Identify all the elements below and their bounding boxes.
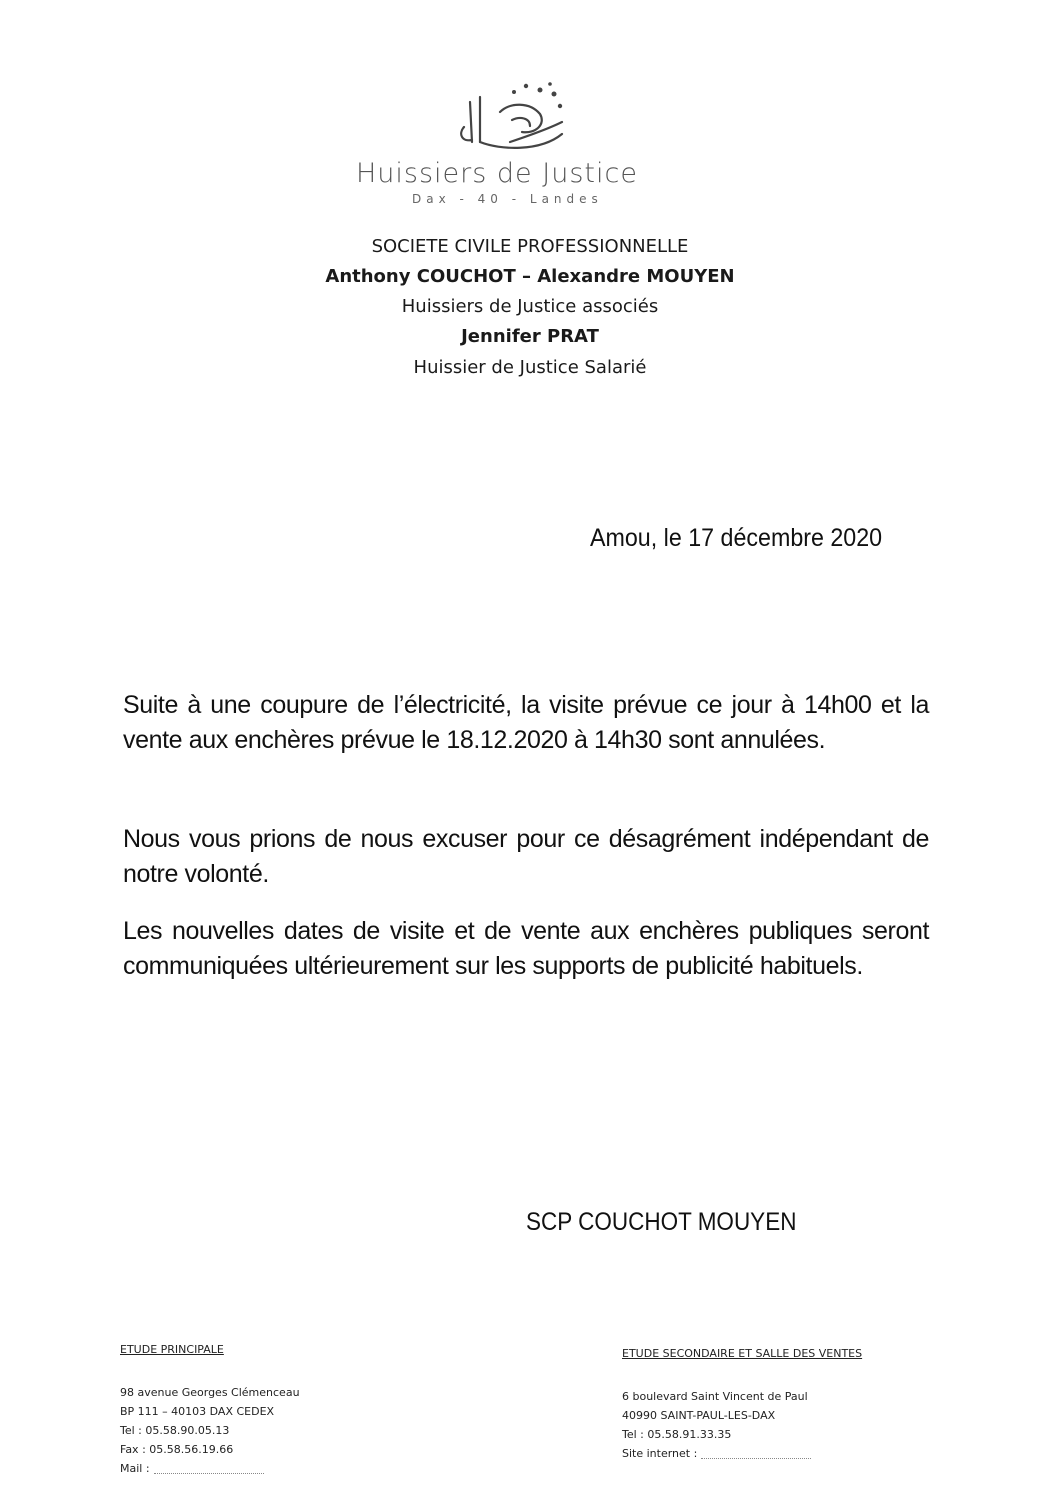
footer-secondary-address1: 6 boulevard Saint Vincent de Paul: [622, 1390, 808, 1403]
logo-subtitle: Dax - 40 - Landes: [412, 192, 603, 206]
footer-secondary-title: ETUDE SECONDAIRE ET SALLE DES VENTES: [622, 1347, 863, 1360]
firm-logo-icon: [450, 72, 590, 162]
employee-title: Huissier de Justice Salarié: [413, 357, 647, 378]
footer-main-tel: Tel : 05.58.90.05.13: [120, 1424, 230, 1437]
footer-main-address1: 98 avenue Georges Clémenceau: [120, 1386, 300, 1399]
partner-title: Huissiers de Justice associés: [401, 296, 659, 317]
mail-link[interactable]: [154, 1465, 264, 1474]
employee-name: Jennifer PRAT: [461, 326, 599, 347]
body-paragraph-3: Les nouvelles dates de visite et de vente aux enchères publiques seront communiquées ultérieurement sur les supports de publicité habituels.: [123, 917, 929, 980]
body-paragraph-2: Nous vous prions de nous excuser pour ce désagrément indépendant de notre volonté.: [123, 825, 929, 888]
footer-secondary-address2: 40990 SAINT-PAUL-LES-DAX: [622, 1409, 776, 1422]
footer-site-label: Site internet :: [622, 1447, 698, 1460]
company-type: SOCIETE CIVILE PROFESSIONNELLE: [371, 236, 689, 257]
partner-names: Anthony COUCHOT – Alexandre MOUYEN: [325, 266, 735, 287]
footer-main-title: ETUDE PRINCIPALE: [120, 1343, 224, 1356]
body-paragraph-1: Suite à une coupure de l’électricité, la visite prévue ce jour à 14h00 et la vente aux enchères prévue le 18.12.2020 à 14h30 sont annulées.: [123, 691, 929, 754]
footer-secondary-site: [622, 1444, 862, 1463]
footer-main-fax: Fax : 05.58.56.19.66: [120, 1443, 234, 1456]
logo-title: Huissiers de Justice: [356, 158, 638, 189]
footer-secondary-tel: Tel : 05.58.91.33.35: [622, 1428, 732, 1441]
footer-main-mail: [120, 1459, 300, 1478]
footer-secondary-office: [622, 1344, 862, 1463]
footer-main-address2: BP 111 – 40103 DAX CEDEX: [120, 1405, 275, 1418]
letter-date: Amou, le 17 décembre 2020: [590, 524, 883, 552]
website-link[interactable]: [701, 1450, 811, 1459]
footer-main-office: [120, 1340, 300, 1478]
footer-mail-label: Mail :: [120, 1462, 150, 1475]
signature: SCP COUCHOT MOUYEN: [526, 1208, 797, 1236]
